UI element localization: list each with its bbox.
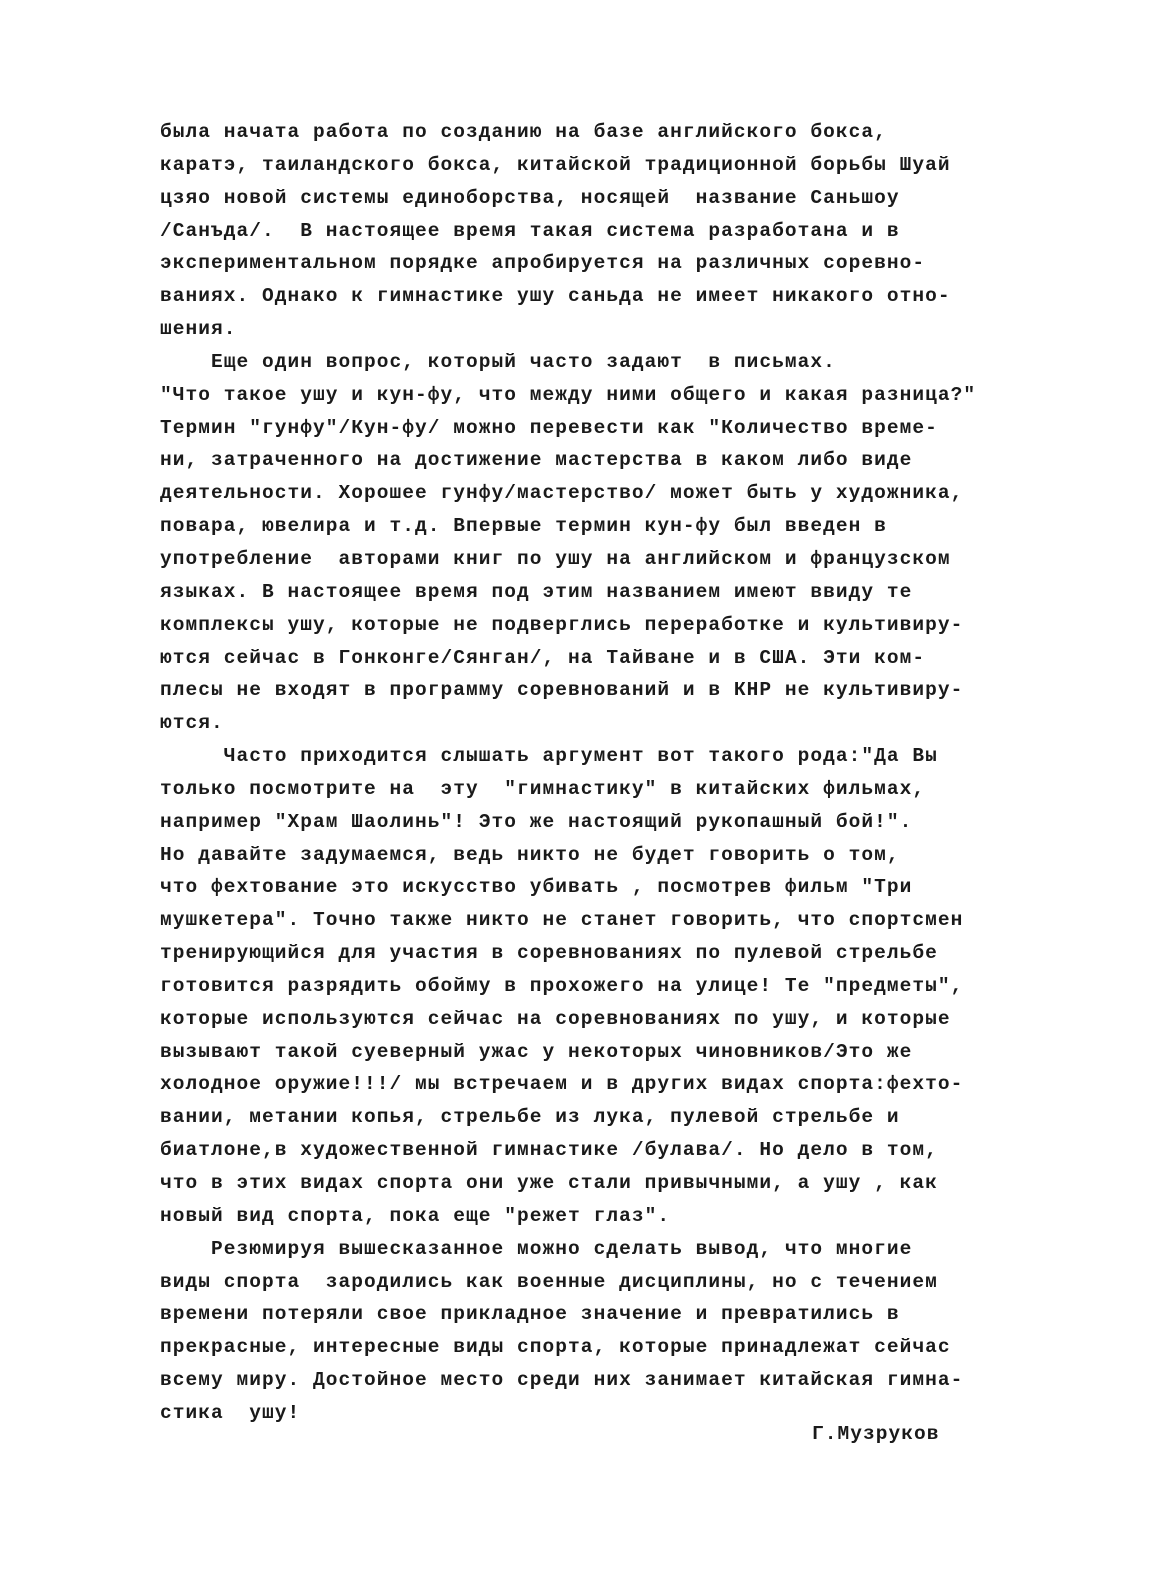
text-line: повара, ювелира и т.д. Впервые термин кун-фу был введен в bbox=[160, 515, 887, 538]
text-line: тренирующийся для участия в соревнованиях по пулевой стрельбе bbox=[160, 942, 938, 965]
text-line: была начата работа по созданию на базе английского бокса, bbox=[160, 121, 887, 143]
text-line: "Что такое ушу и кун-фу, что между ними общего и какая разница?" bbox=[160, 383, 977, 406]
text-line: вании, метании копья, стрельбе из лука, пулевой стрельбе и bbox=[160, 1106, 900, 1129]
text-line: которые используются сейчас на соревнованиях по ушу, и которые bbox=[160, 1007, 951, 1030]
text-line: Термин "гунфу"/Кун-фу/ можно перевести как "Количество време- bbox=[160, 416, 938, 439]
text-line: новый вид спорта, пока еще "режет глаз". bbox=[160, 1204, 671, 1227]
text-line: биатлоне,в художественной гимнастике /булава/. Но дело в том, bbox=[160, 1139, 938, 1162]
body-text bbox=[160, 116, 1000, 1430]
text-line: комплексы ушу, которые не подверглись переработке и культивиру- bbox=[160, 613, 964, 636]
text-line: что в этих видах спорта они уже стали привычными, а ушу , как bbox=[160, 1172, 938, 1194]
text-line: шения. bbox=[160, 318, 237, 341]
text-line: /Санъда/. В настоящее время такая система разработана и в bbox=[160, 219, 900, 242]
text-line: Резюмируя вышесказанное можно сделать вывод, что многие bbox=[160, 1237, 913, 1260]
text-line: Но давайте задумаемся, ведь никто не будет говорить о том, bbox=[160, 843, 900, 866]
text-line: цзяо новой системы единоборства, носящей название Саньшоу bbox=[160, 186, 900, 209]
text-line: например "Храм Шаолинь"! Это же настоящий рукопашный бой!". bbox=[160, 810, 913, 833]
text-line: прекрасные, интересные виды спорта, которые принадлежат сейчас bbox=[160, 1336, 951, 1359]
text-line: языках. В настоящее время под этим названием имеют ввиду те bbox=[160, 580, 913, 603]
text-line: плесы не входят в программу соревнований и в КНР не культивиру- bbox=[160, 679, 964, 702]
text-line: употребление авторами книг по ушу на английском и французском bbox=[160, 547, 951, 570]
author-signature: Г.Музруков bbox=[812, 1423, 940, 1445]
text-line: Часто приходится слышать аргумент вот такого рода:"Да Вы bbox=[160, 745, 938, 768]
text-line: вызывают такой суеверный ужас у некоторых чиновников/Это же bbox=[160, 1040, 913, 1063]
text-line: ются сейчас в Гонконге/Сянган/, на Тайване и в США. Эти ком- bbox=[160, 646, 926, 669]
text-line: времени потеряли свое прикладное значение и превратились в bbox=[160, 1303, 900, 1326]
text-line: готовится разрядить обойму в прохожего на улице! Те "предметы", bbox=[160, 974, 964, 997]
text-line: Еще один вопрос, который часто задают в письмах. bbox=[160, 350, 836, 373]
text-line: экспериментальном порядке апробируется на различных соревно- bbox=[160, 252, 926, 275]
text-line: всему миру. Достойное место среди них занимает китайская гимна- bbox=[160, 1369, 964, 1392]
text-line: стика ушу! bbox=[160, 1401, 301, 1424]
text-line: деятельности. Хорошее гунфу/мастерство/ может быть у художника, bbox=[160, 482, 964, 505]
text-line: ются. bbox=[160, 712, 224, 735]
text-line: что фехтование это искусство убивать , посмотрев фильм "Три bbox=[160, 876, 913, 899]
text-line: каратэ, таиландского бокса, китайской традиционной борьбы Шуай bbox=[160, 153, 951, 176]
text-line: виды спорта зародились как военные дисциплины, но с течением bbox=[160, 1270, 938, 1293]
text-line: ваниях. Однако к гимнастике ушу саньда не имеет никакого отно- bbox=[160, 285, 951, 308]
text-line: только посмотрите на эту "гимнастику" в китайских фильмах, bbox=[160, 777, 926, 800]
text-line: холодное оружие!!!/ мы встречаем и в других видах спорта:фехто- bbox=[160, 1073, 964, 1096]
text-line: мушкетера". Точно также никто не станет говорить, что спортсмен bbox=[160, 909, 964, 932]
text-line: ни, затраченного на достижение мастерства в каком либо виде bbox=[160, 449, 913, 472]
